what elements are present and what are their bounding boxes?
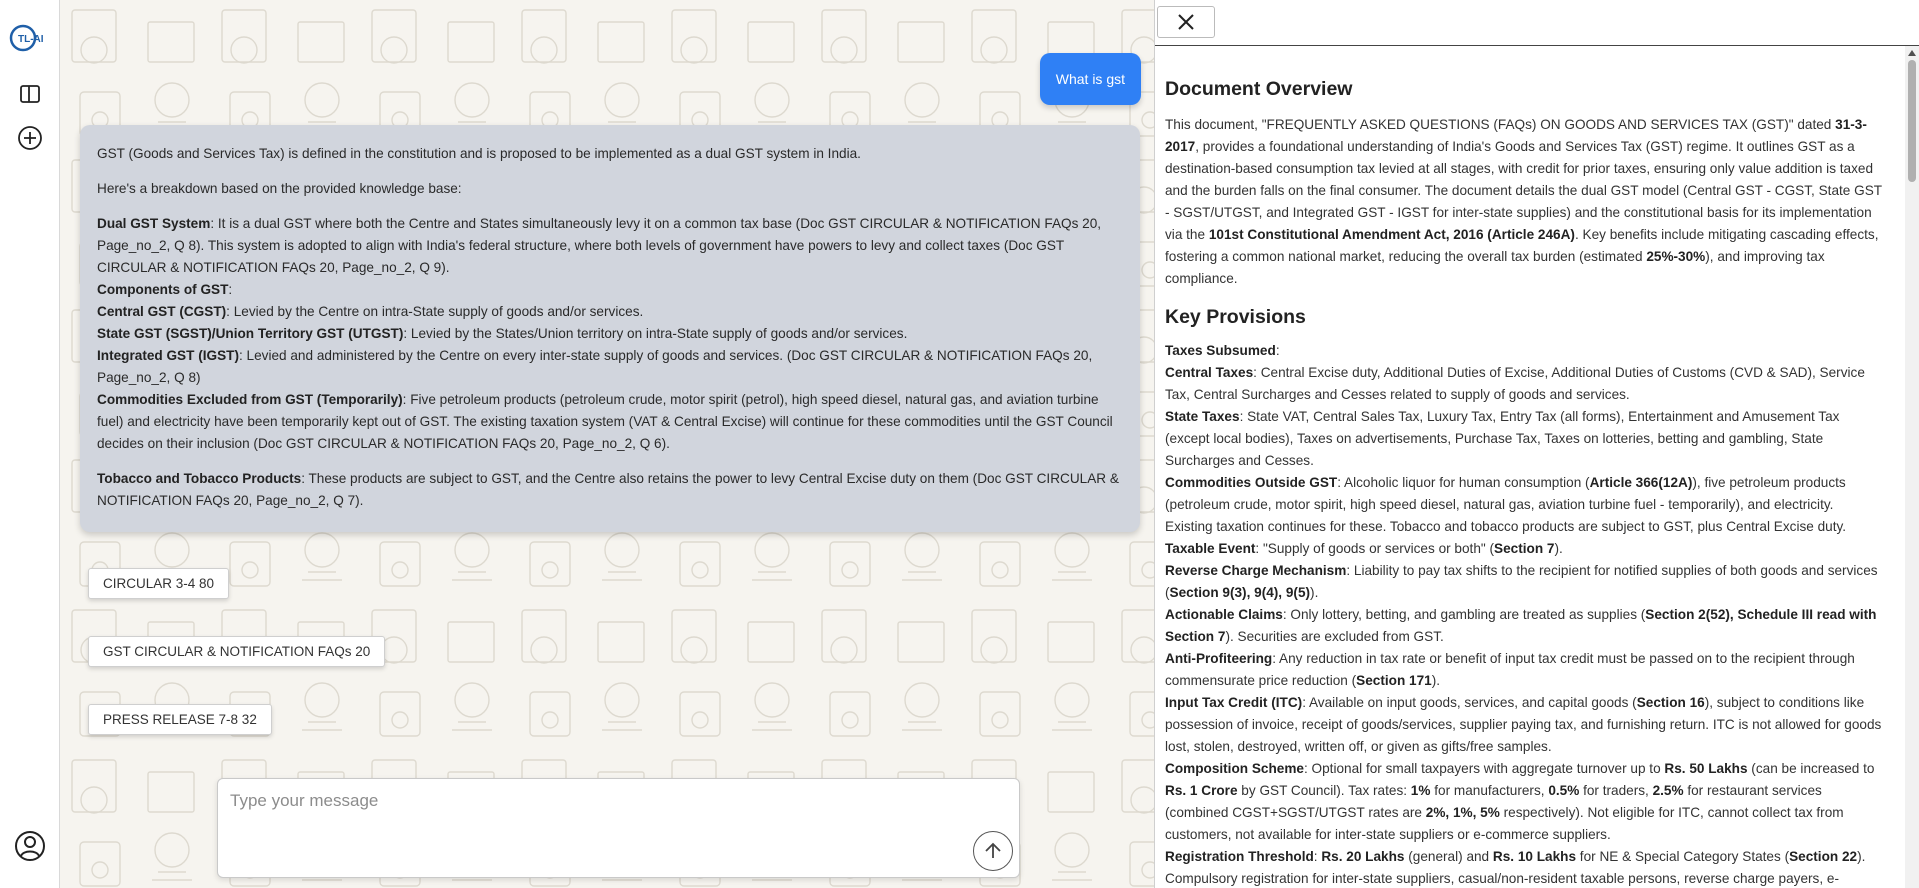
answer-excluded: Commodities Excluded from GST (Temporarily): Five petroleum products (petroleum crude, motor spirit (petrol), high speed diesel, natural gas, and aviation turbine fuel) and electricity have been temporarily kept out of GST. The existing taxation system (VAT & Central Excise) will continue for these commodities until the GST Council decides on their inclusion (Doc GST CIRCULAR & NOTIFICATION FAQs 20, Page_no_2, Q 6). <box>97 392 1113 451</box>
scroll-thumb[interactable] <box>1908 60 1916 182</box>
document-panel <box>1154 0 1919 888</box>
answer-igst: Integrated GST (IGST): Levied and administered by the Centre on every inter-state supply of goods and services. (Doc GST CIRCULAR & NOTIFICATION FAQs 20, Page_no_2, Q 8) <box>97 348 1093 385</box>
arrow-up-icon <box>983 841 1003 861</box>
provision-item: Compulsory registration for inter-state suppliers, casual/non-resident taxable persons, reverse charge payers, e- <box>1165 871 1839 886</box>
sidebar-toggle-icon[interactable] <box>14 78 46 110</box>
assistant-answer <box>80 125 1140 532</box>
provision-item: Reverse Charge Mechanism: Liability to pay tax shifts to the recipient for notified supplies of both goods and services (Section 9(3), 9(4), 9(5)). <box>1165 563 1878 600</box>
answer-components: Components of GST: <box>97 282 233 297</box>
source-chip[interactable]: PRESS RELEASE 7-8 32 <box>88 704 272 735</box>
close-panel-button[interactable] <box>1157 6 1215 38</box>
provision-item: Central Taxes: Central Excise duty, Additional Duties of Excise, Additional Duties of Customs (CVD & SAD), Service Tax, Central Surcharges and Cesses related to supply of goods and services. <box>1165 365 1865 402</box>
provision-item: Composition Scheme: Optional for small taxpayers with aggregate turnover up to Rs. 50 Lakhs (can be increased to Rs. 1 Crore by GST Council). Tax rates: 1% for manufacturers, 0.5% for traders, 2.5% for restaurant services (combined CGST+SGST/UTGST rates are 2%, 1%, 5% respectively). Not eligible for ITC, cannot collect tax from customers, not available for inter-state suppliers or e-commerce suppliers. <box>1165 761 1875 842</box>
app-logo[interactable] <box>8 20 48 56</box>
provision-item: State Taxes: State VAT, Central Sales Tax, Luxury Tax, Entry Tax (all forms), Entertainment and Amusement Tax (except local bodies), Taxes on advertisements, Purchase Tax, Taxes on lotteries, betting and gambling, State Surcharges and Cesses. <box>1165 409 1840 468</box>
panel-header <box>1155 0 1919 46</box>
provision-item: Commodities Outside GST: Alcoholic liquor for human consumption (Article 366(12A)), five petroleum products (petroleum crude, motor spirit, high speed diesel, natural gas, aviation turbine fuel - temporarily), and electricity. Existing taxation continues for these. Tobacco and tobacco products are subject to GST, plus Central Excise duty. <box>1165 475 1847 534</box>
source-chip[interactable]: CIRCULAR 3-4 80 <box>88 568 229 599</box>
close-icon <box>1177 13 1195 31</box>
answer-sgst: State GST (SGST)/Union Territory GST (UTGST): Levied by the States/Union territory on intra-State supply of goods and/or services. <box>97 326 908 341</box>
overview-heading: Document Overview <box>1165 78 1353 100</box>
document-summary <box>1155 46 1905 888</box>
answer-intro: GST (Goods and Services Tax) is defined in the constitution and is proposed to be implemented as a dual GST system in India. <box>97 146 861 161</box>
answer-cgst: Central GST (CGST): Levied by the Centre on intra-State supply of goods and/or services. <box>97 304 644 319</box>
source-chip[interactable]: GST CIRCULAR & NOTIFICATION FAQs 20 <box>88 636 385 667</box>
provision-item: Registration Threshold: Rs. 20 Lakhs (general) and Rs. 10 Lakhs for NE & Special Category States (Section 22). <box>1165 849 1866 864</box>
answer-dual-gst: Dual GST System: It is a dual GST where both the Centre and States simultaneously levy it on a common tax base (Doc GST CIRCULAR & NOTIFICATION FAQs 20, Page_no_2, Q 8). This system is adopted to align with India's federal structure, where both levels of government have powers to levy and collect taxes (Doc GST CIRCULAR & NOTIFICATION FAQs 20, Page_no_2, Q 9). <box>97 216 1102 275</box>
overview-text: This document, "FREQUENTLY ASKED QUESTIONS (FAQs) ON GOODS AND SERVICES TAX (GST)" dated 31-3-2017, provides a foundational understanding of India's Goods and Services Tax (GST) regime. It outlines GST as a destination-based consumption tax levied at all stages, with credit for prior taxes, ensuring only value addition is taxed and the burden falls on the final consumer. The document details the dual GST model (Central GST - CGST, State GST - SGST/UTGST, and Integrated GST - IGST for inter-state supplies) and the constitutional basis for its implementation via the 101st Constitutional Amendment Act, 2016 (Article 246A). Key benefits include mitigating cascading effects, fostering a common national market, reducing the overall tax burden (estimated 25%-30%), and improving tax compliance. <box>1165 117 1882 286</box>
left-rail <box>0 0 60 888</box>
provision-item: Anti-Profiteering: Any reduction in tax rate or benefit of input tax credit must be passed on to the recipient through commensurate price reduction (Section 171). <box>1165 651 1855 688</box>
answer-tobacco: Tobacco and Tobacco Products: These products are subject to GST, and the Centre also retains the power to levy Central Excise duty on them (Doc GST CIRCULAR & NOTIFICATION FAQs 20, Page_no_2, Q 7). <box>97 471 1119 508</box>
svg-text:TL-AI: TL-AI <box>18 34 44 45</box>
send-button[interactable] <box>973 831 1013 871</box>
user-account-icon[interactable] <box>14 830 46 862</box>
message-composer <box>217 778 1020 878</box>
provision-item: Taxable Event: "Supply of goods or services or both" (Section 7). <box>1165 541 1563 556</box>
user-message-bubble <box>1040 53 1141 105</box>
provisions-heading: Key Provisions <box>1165 306 1306 328</box>
provision-item: Actionable Claims: Only lottery, betting, and gambling are treated as supplies (Section 2(52), Schedule III read with Section 7). Securities are excluded from GST. <box>1165 607 1877 644</box>
new-chat-icon[interactable] <box>14 122 46 154</box>
panel-scrollbar[interactable] <box>1905 46 1919 888</box>
provision-item: Input Tax Credit (ITC): Available on input goods, services, and capital goods (Section 16), subject to conditions like possession of invoice, receipt of goods/services, supplier paying tax, and furnishing return. ITC is not allowed for goods lost, stolen, destroyed, written off, or given as gifts/free samples. <box>1165 695 1882 754</box>
provision-item: Taxes Subsumed: <box>1165 343 1280 358</box>
chat-area <box>60 0 1154 888</box>
message-input[interactable] <box>230 791 990 811</box>
answer-breakdown: Here's a breakdown based on the provided knowledge base: <box>97 181 462 196</box>
user-message-text: What is gst <box>1055 71 1125 87</box>
scroll-up-arrow-icon[interactable] <box>1908 50 1916 56</box>
